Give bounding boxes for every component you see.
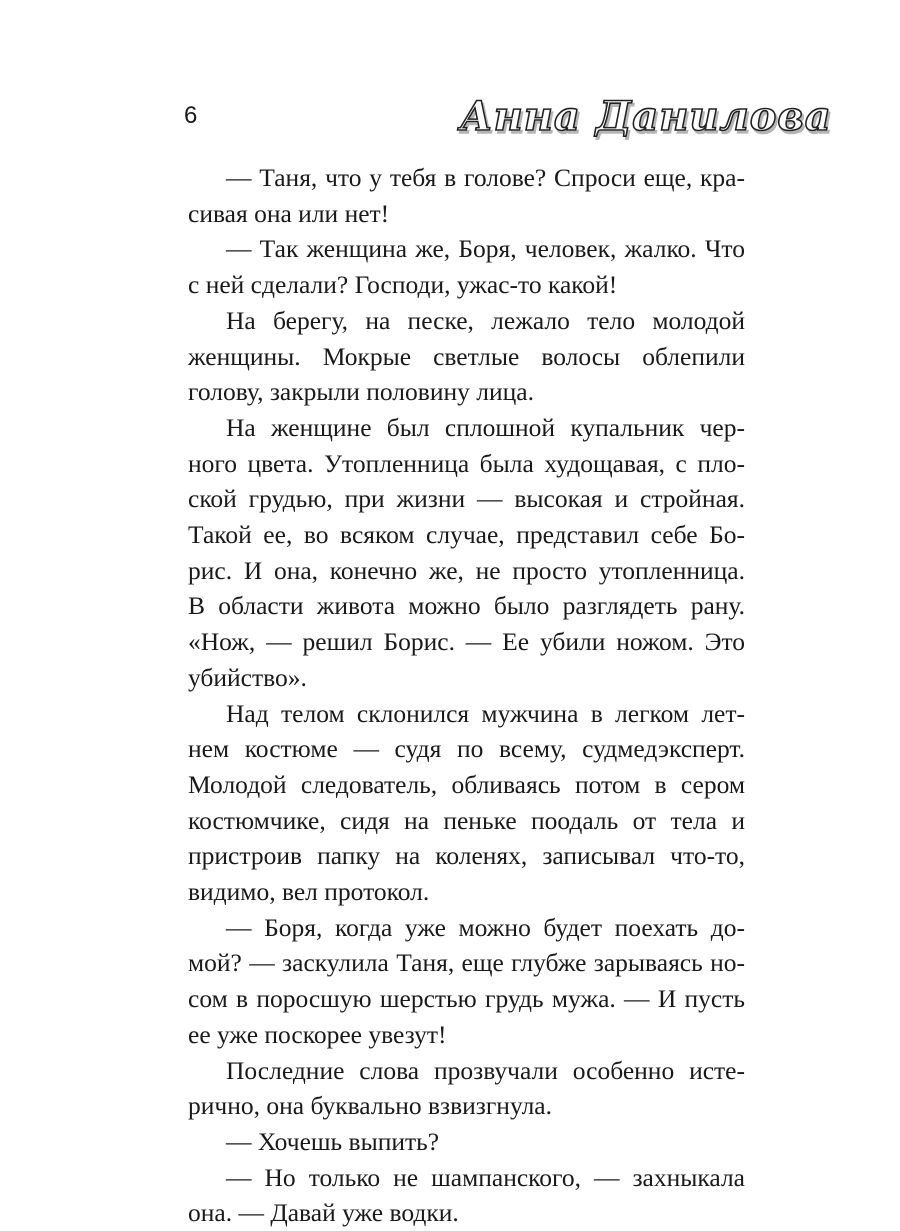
text-line: Последние слова прозвучали особенно исте- [226, 1055, 745, 1085]
text-line: Над телом склонился мужчина в легком лет- [226, 698, 745, 728]
text-line: — Хочешь выпить? [226, 1126, 440, 1156]
text-line: сом в поросшую шерстью грудь мужа. — И пусть [188, 984, 745, 1014]
text-line: мой? — заскулила Таня, еще глубже зарываясь но- [188, 948, 745, 978]
text-line: На берегу, на песке, лежало тело молодой [226, 305, 745, 335]
text-line: — Так женщина же, Боря, человек, жалко. Что [226, 234, 745, 264]
text-line: ской грудью, при жизни — высокая и стройная. [188, 484, 745, 514]
text-line: костюмчике, сидя на пеньке поодаль от тела и [188, 805, 745, 835]
text-line: — Но только не шампанского, — захныкала [226, 1162, 745, 1192]
paragraph [188, 1124, 745, 1160]
text-line: нем костюме — судя по всему, судмедэксперт. [188, 734, 745, 764]
paragraph [188, 696, 745, 910]
text-line: «Нож, — решил Борис. — Ее убили ножом. Это [188, 627, 745, 657]
text-line: На женщине был сплошной купальник чер- [226, 412, 745, 442]
author-name-text: Анна Данилова [460, 93, 832, 140]
text-line: рично, она буквально взвизгнула. [188, 1091, 552, 1121]
text-line: видимо, вел протокол. [188, 877, 430, 907]
text-line: В области живота можно было разглядеть рану. [188, 591, 745, 621]
text-line: она. — Давай уже водки. [188, 1198, 459, 1228]
text-line: ее уже поскорее увезут! [188, 1019, 447, 1049]
paragraph [188, 1160, 745, 1231]
body-text [188, 160, 745, 1231]
author-logo [455, 82, 832, 152]
author-header [455, 82, 832, 152]
paragraph [188, 1053, 745, 1124]
text-line: Такой ее, во всяком случае, представил себе Бо- [188, 520, 745, 550]
text-line: женщины. Мокрые светлые волосы облепили [188, 341, 745, 371]
text-line: — Боря, когда уже можно будет поехать до- [226, 912, 745, 942]
text-line: с ней сделали? Господи, ужас-то какой! [188, 270, 618, 300]
text-line: — Таня, что у тебя в голове? Спроси еще, кра- [226, 163, 745, 192]
text-line: пристроив папку на коленях, записывал что-то, [188, 841, 745, 871]
paragraph [188, 910, 745, 1053]
text-line: убийство». [188, 662, 307, 692]
text-line: ного цвета. Утопленница была худощавая, с пло- [188, 448, 745, 478]
paragraph [188, 303, 745, 410]
paragraph [188, 231, 745, 302]
text-line: голову, закрыли половину лица. [188, 377, 534, 407]
paragraph [188, 410, 745, 696]
text-line: сивая она или нет! [188, 198, 390, 228]
paragraph [188, 160, 745, 231]
page-number: 6 [184, 102, 198, 129]
text-line: рис. И она, конечно же, не просто утопленница. [188, 555, 745, 585]
text-line: Молодой следователь, обливаясь потом в сером [188, 769, 745, 799]
